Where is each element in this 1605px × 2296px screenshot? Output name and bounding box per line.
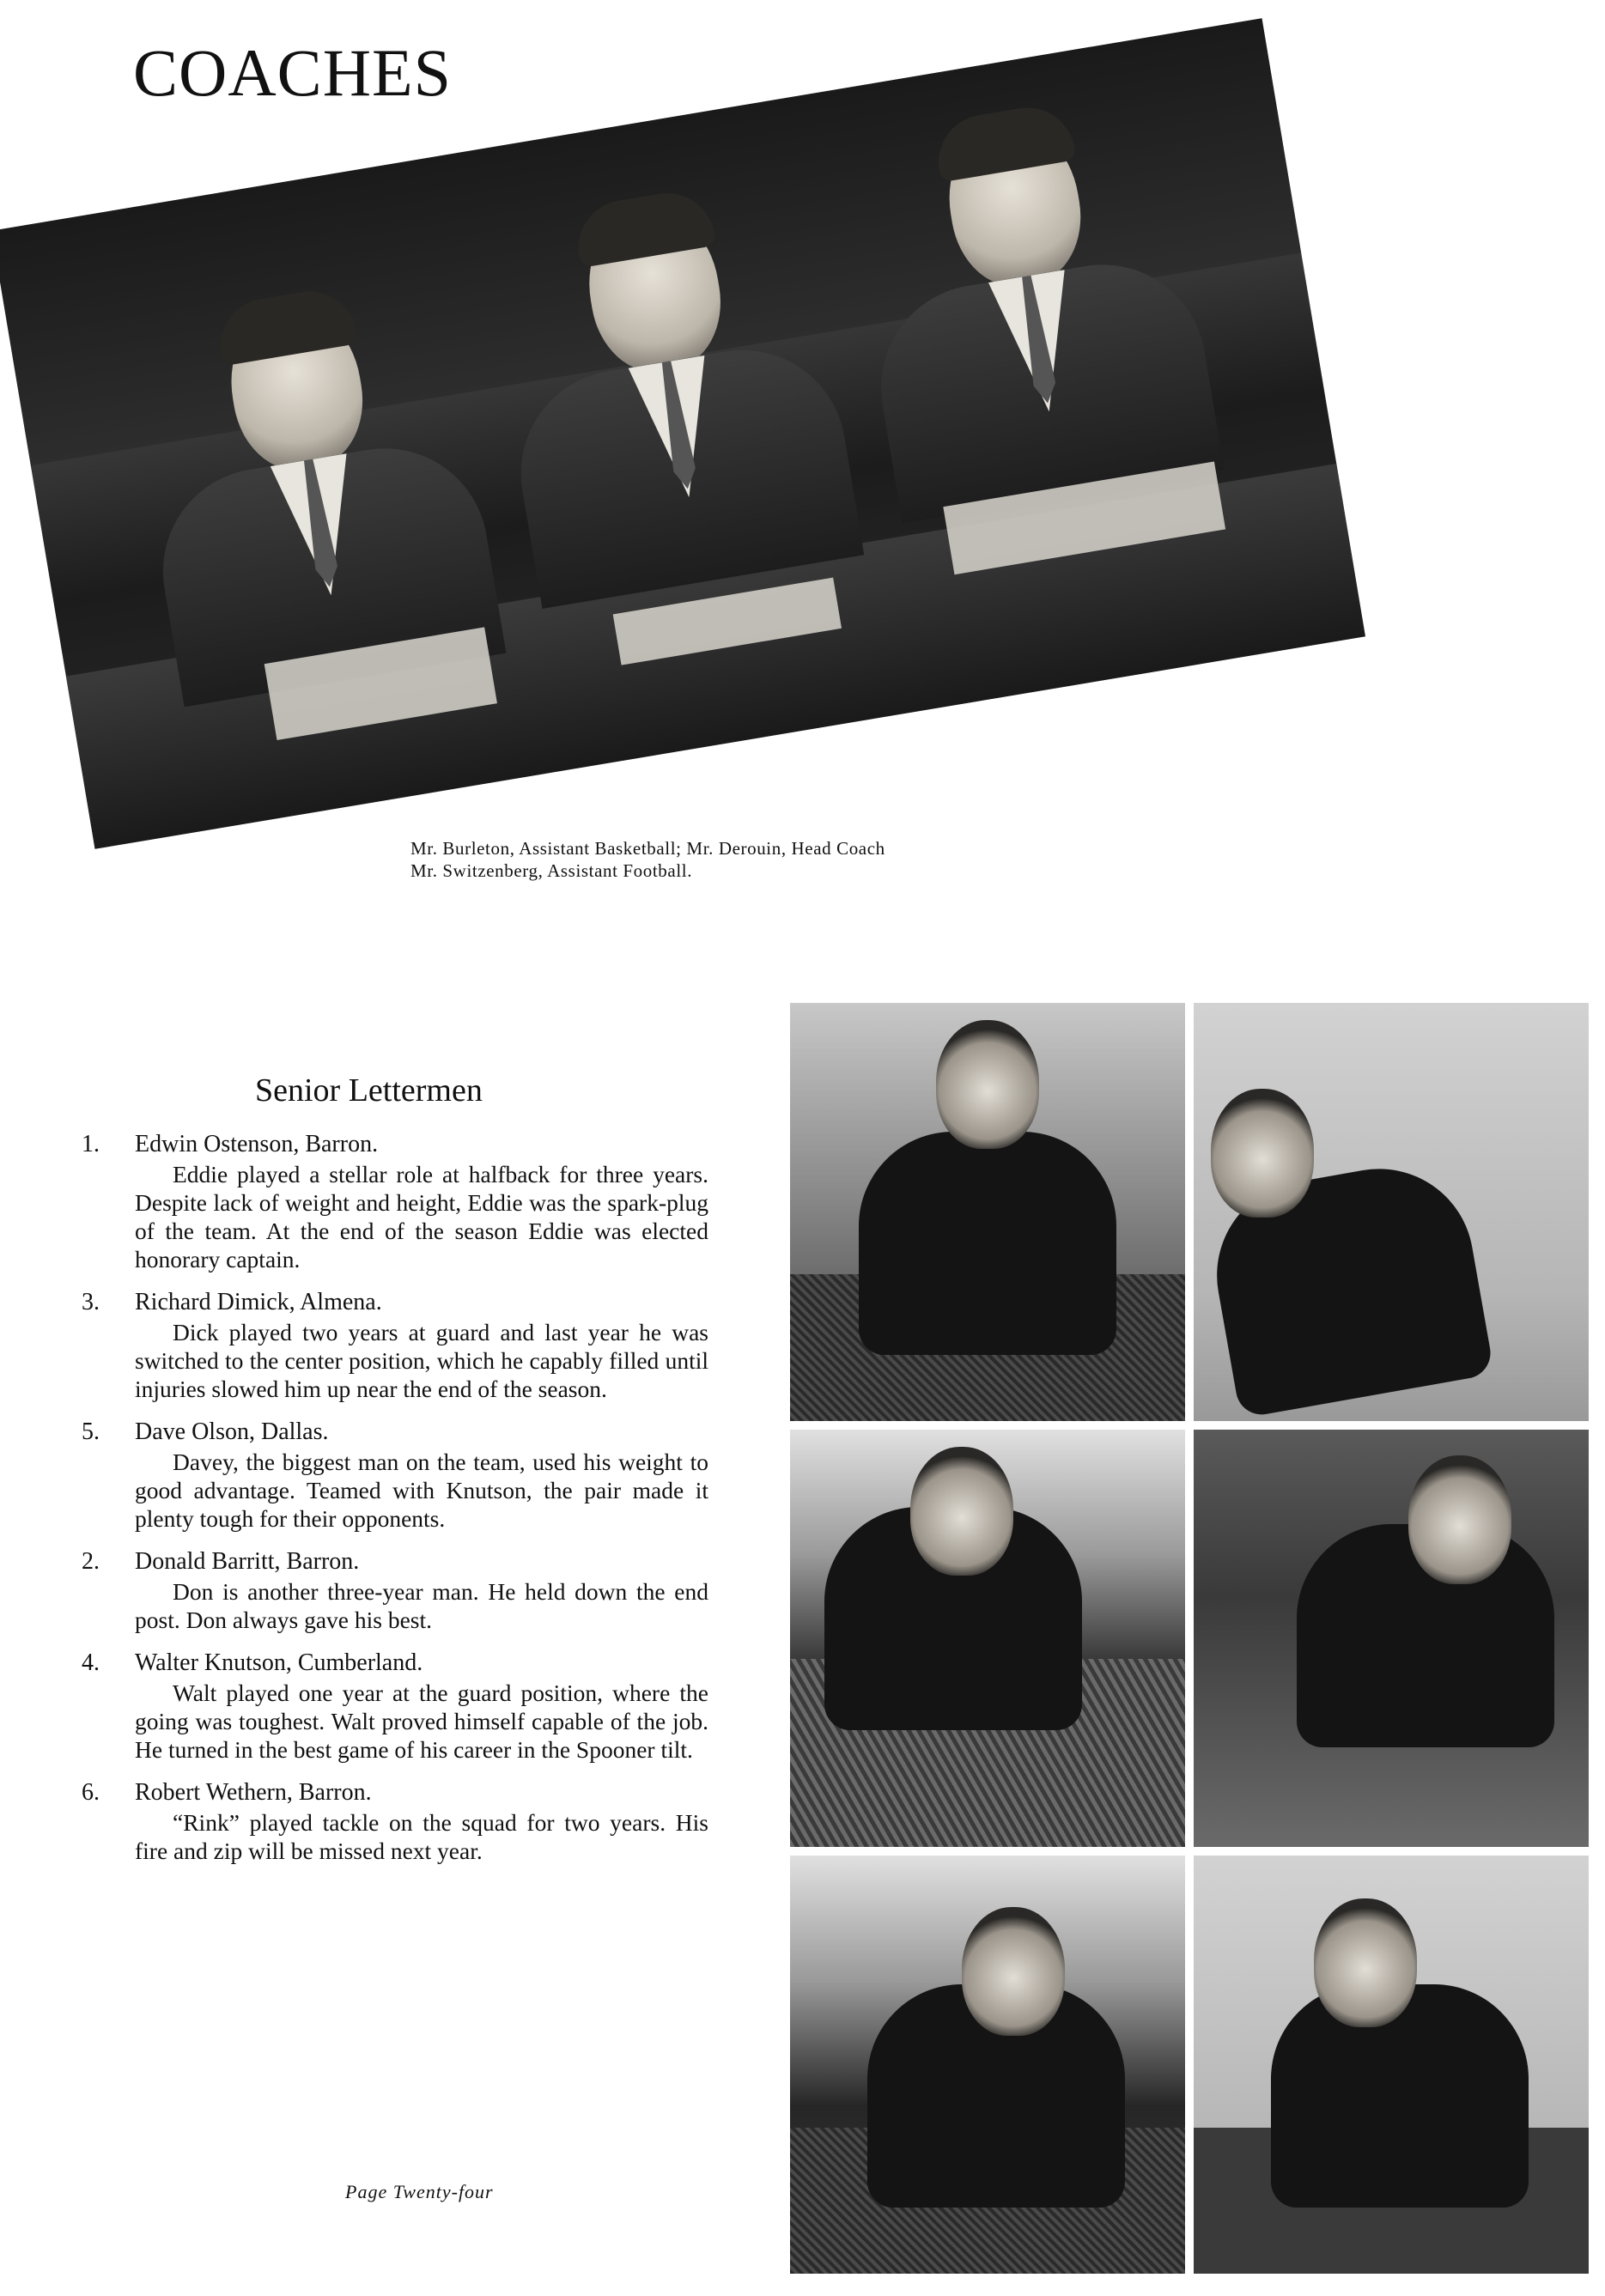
player-photo [1194,1003,1589,1421]
letterman-entry [82,1648,708,1764]
coach-figure-right [840,97,1224,524]
player-photo [1194,1856,1589,2274]
entry-name: Richard Dimick, Almena. [135,1289,382,1315]
page-number: Page Twenty-four [345,2181,494,2202]
entry-number: 5. [82,1418,100,1445]
entry-number: 2. [82,1548,100,1575]
entry-name: Edwin Ostenson, Barron. [135,1131,379,1157]
player-photo [790,1430,1185,1848]
entry-number: 1. [82,1131,100,1157]
coach-figure-center [480,182,864,609]
caption-line: Mr. Switzenberg, Assistant Football. [410,860,693,881]
entry-text: Walt played one year at the guard position, where the going was toughest. Walt proved himself capable of the job. He turned in the best game of his career in the Spooner tilt. [135,1679,708,1763]
entry-text: Don is another three-year man. He held down the end post. Don always gave his best. [135,1578,708,1633]
letterman-entry [82,1287,708,1403]
lettermen-list [82,1129,708,1879]
entry-number: 4. [82,1649,100,1676]
letterman-entry [82,1777,708,1865]
player-photo [1194,1430,1589,1848]
entry-text: Eddie played a stellar role at halfback for three years. Despite lack of weight and height, Eddie was the spark-plug of the team. At the end of the season Eddie was elected honorary captain. [135,1161,708,1273]
entry-number: 6. [82,1779,100,1806]
entry-text: “Rink” played tackle on the squad for two years. His fire and zip will be missed next year. [135,1809,708,1864]
letterman-entry [82,1129,708,1273]
page-heading: COACHES [133,35,453,110]
section-title: Senior Lettermen [255,1072,483,1109]
entry-name: Walter Knutson, Cumberland. [135,1649,423,1676]
letterman-entry [82,1546,708,1634]
entry-name: Donald Barritt, Barron. [135,1548,360,1575]
entry-text: Dick played two years at guard and last year he was switched to the center position, which he capably filled until injuries slowed him up near the end of the season. [135,1319,708,1402]
entry-name: Dave Olson, Dallas. [135,1418,329,1445]
player-photo [790,1003,1185,1421]
letterman-entry [82,1417,708,1533]
entry-name: Robert Wethern, Barron. [135,1779,372,1806]
player-photo-grid [790,1003,1589,2274]
player-photo [790,1856,1185,2274]
entry-text: Davey, the biggest man on the team, used his weight to good advantage. Teamed with Knutson, the pair made it plenty tough for their opponents. [135,1449,708,1532]
caption-line: Mr. Burleton, Assistant Basketball; Mr. Derouin, Head Coach [410,838,885,859]
coaches-photo [0,18,1365,849]
entry-number: 3. [82,1289,100,1315]
photo-caption [410,837,885,882]
